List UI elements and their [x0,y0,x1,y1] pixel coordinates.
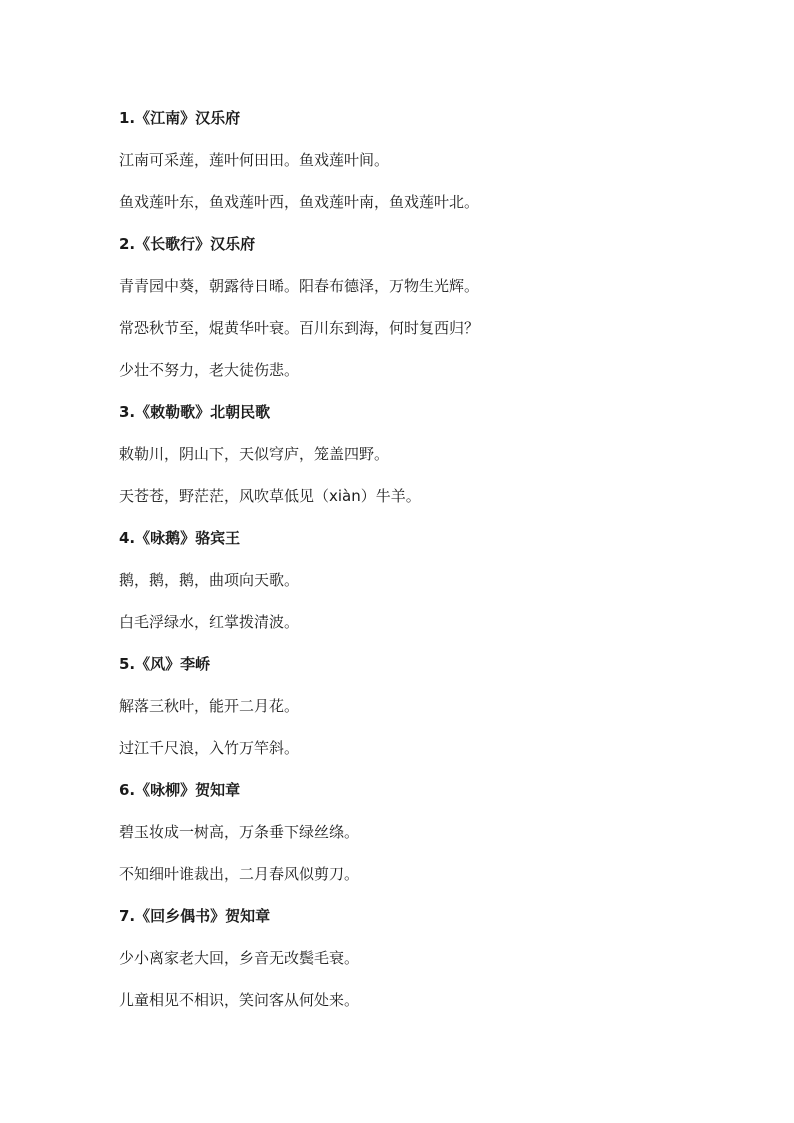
poem-line: 不知细叶谁裁出，二月春风似剪刀。 [119,865,360,883]
poem-title: 2.《长歌行》汉乐府 [119,235,256,253]
poem-title: 7.《回乡偶书》贺知章 [119,907,271,925]
poem-line: 常恐秋节至，焜黄华叶衰。百川东到海，何时复西归？ [119,319,480,337]
poem-block [119,904,719,1012]
poem-line: 天苍苍，野茫茫，风吹草低见（xiàn）牛羊。 [119,487,421,505]
poem-block [119,106,719,214]
poem-title: 1.《江南》汉乐府 [119,109,241,127]
poem-line: 鱼戏莲叶东，鱼戏莲叶西，鱼戏莲叶南，鱼戏莲叶北。 [119,193,480,211]
poem-title: 4.《咏鹅》骆宾王 [119,529,241,547]
poem-line: 鹅，鹅，鹅，曲项向天歌。 [119,571,300,589]
poem-block [119,652,719,760]
poem-line: 少小离家老大回，乡音无改鬓毛衰。 [119,949,360,967]
poem-line: 敕勒川，阴山下，天似穹庐，笼盖四野。 [119,445,390,463]
poem-block [119,232,719,382]
poem-line: 少壮不努力，老大徒伤悲。 [119,361,300,379]
poem-block [119,400,719,508]
poem-title: 3.《敕勒歌》北朝民歌 [119,403,271,421]
document-page [119,106,719,1030]
poem-title: 6.《咏柳》贺知章 [119,781,241,799]
poem-title: 5.《风》李峤 [119,655,211,673]
poem-line: 过江千尺浪，入竹万竿斜。 [119,739,300,757]
poem-line: 解落三秋叶，能开二月花。 [119,697,300,715]
poem-block [119,526,719,634]
poem-line: 碧玉妆成一树高，万条垂下绿丝绦。 [119,823,360,841]
poem-line: 白毛浮绿水，红掌拨清波。 [119,613,300,631]
poem-line: 江南可采莲，莲叶何田田。鱼戏莲叶间。 [119,151,390,169]
poem-block [119,778,719,886]
poem-line: 儿童相见不相识，笑问客从何处来。 [119,991,360,1009]
poem-line: 青青园中葵，朝露待日晞。阳春布德泽，万物生光辉。 [119,277,480,295]
